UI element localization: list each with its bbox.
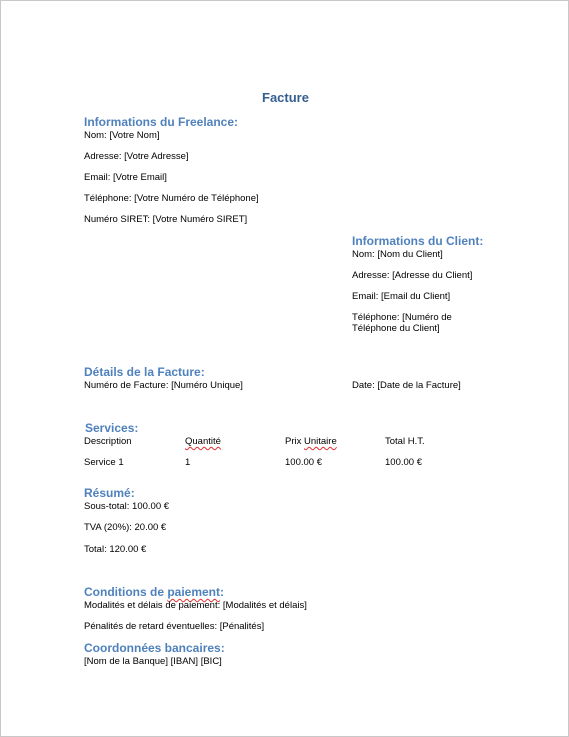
summary-heading: Résumé: (84, 486, 135, 500)
services-col-quantity: Quantité (185, 436, 221, 447)
freelance-phone: Téléphone: [Votre Numéro de Téléphone] (84, 193, 259, 204)
invoice-details-heading: Détails de la Facture: (84, 365, 205, 379)
summary-total: Total: 120.00 € (84, 544, 147, 555)
document-title: Facture (262, 90, 309, 105)
invoice-date: Date: [Date de la Facture] (352, 380, 461, 391)
freelance-email: Email: [Votre Email] (84, 172, 167, 183)
client-phone: Téléphone: [Numéro de Téléphone du Client] (352, 312, 452, 334)
payment-penalties: Pénalités de retard éventuelles: [Pénalités] (84, 621, 265, 632)
payment-heading-part: Conditions de (84, 585, 168, 599)
summary-tva: TVA (20%): 20.00 € (84, 522, 167, 533)
bank-details: [Nom de la Banque] [IBAN] [BIC] (84, 656, 222, 667)
payment-terms-heading (84, 585, 224, 599)
services-col-total: Total H.T. (385, 436, 425, 447)
client-heading: Informations du Client: (352, 234, 484, 248)
payment-heading-word: paiement (167, 585, 221, 599)
services-heading: Services: (85, 421, 139, 435)
freelance-address: Adresse: [Votre Adresse] (84, 151, 189, 162)
client-address: Adresse: [Adresse du Client] (352, 270, 473, 281)
service-description: Service 1 (84, 457, 124, 468)
bank-heading: Coordonnées bancaires: (84, 641, 225, 655)
client-name: Nom: [Nom du Client] (352, 249, 443, 260)
payment-heading-colon: : (220, 585, 225, 599)
freelance-heading: Informations du Freelance: (84, 115, 239, 129)
payment-modalities: Modalités et délais de paiement: [Modalités et délais] (84, 600, 307, 611)
services-col-unit-price: Prix Unitaire (285, 436, 337, 447)
freelance-siret: Numéro SIRET: [Votre Numéro SIRET] (84, 214, 248, 225)
services-col-description: Description (84, 436, 132, 447)
invoice-number: Numéro de Facture: [Numéro Unique] (84, 380, 243, 391)
service-unit-price: 100.00 € (285, 457, 322, 468)
service-quantity: 1 (185, 457, 191, 468)
unitaire-word: Unitaire (304, 436, 337, 447)
summary-subtotal: Sous-total: 100.00 € (84, 501, 170, 512)
freelance-name: Nom: [Votre Nom] (84, 130, 160, 141)
service-total: 100.00 € (385, 457, 422, 468)
client-email: Email: [Email du Client] (352, 291, 451, 302)
